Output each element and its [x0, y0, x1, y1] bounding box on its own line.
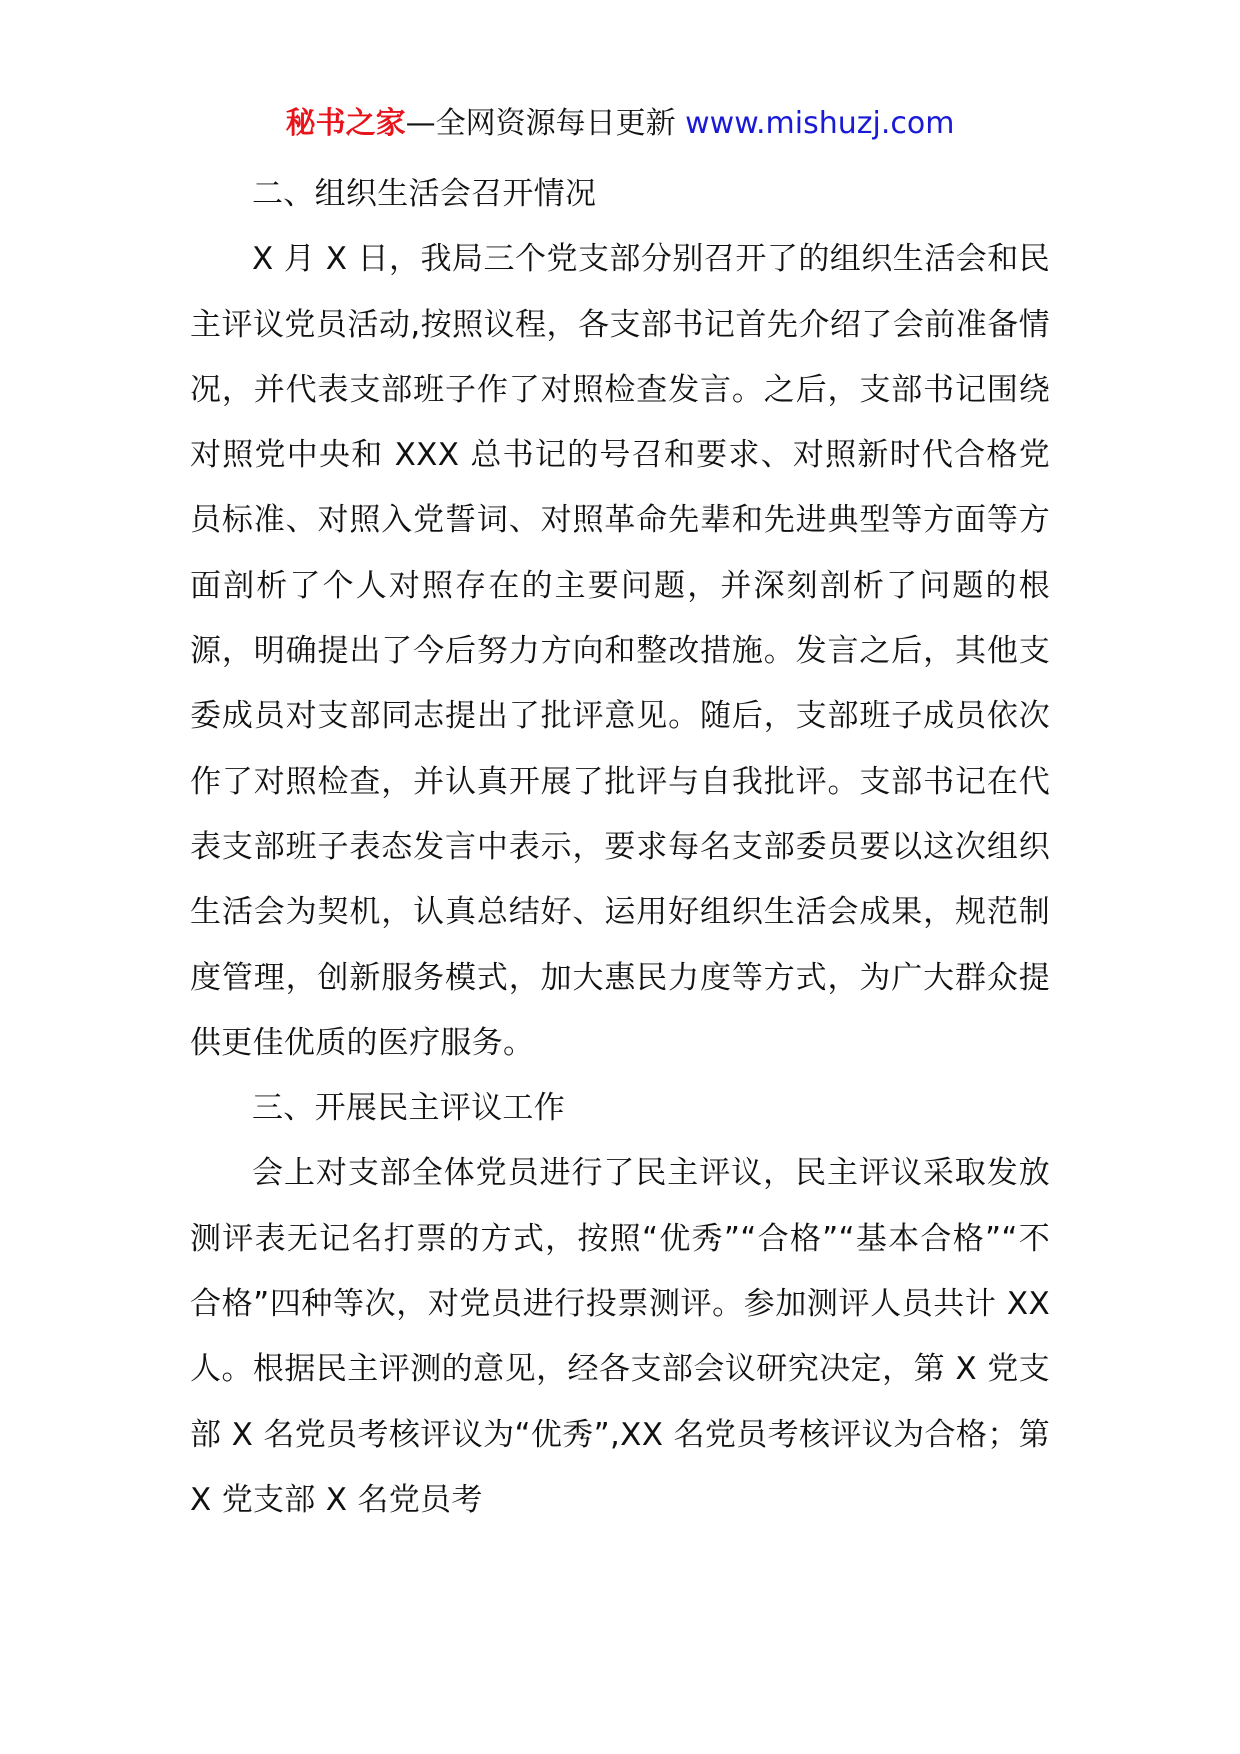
- brand-name: 秘书之家: [285, 106, 406, 141]
- section-heading-organization-meeting: 二、组织生活会召开情况: [252, 176, 597, 212]
- site-url-link[interactable]: www.mishuzj.com: [685, 106, 955, 141]
- section-heading-democratic-evaluation: 三、开展民主评议工作: [252, 1090, 565, 1127]
- site-header: [0, 102, 1240, 146]
- paragraph-evaluation-details: 会上对支部全体党员进行了民主评议，民主评议采取发放测评表无记名打票的方式，按照“优秀”“合格”“基本合格”“不合格”四种等次，对党员进行投票测评。参加测评人员共计 XX 人。根据民主评测的意见，经各支部会议研究决定，第 X 党支部 X 名党员考核评议为“优秀”,XX 名党员考核评议为合格；第 X 党支部 X 名党员考: [190, 1155, 1050, 1518]
- paragraph-meeting-details: X 月 X 日，我局三个党支部分别召开了的组织生活会和民主评议党员活动,按照议程，各支部书记首先介绍了会前准备情况，并代表支部班子作了对照检查发言。之后，支部书记围绕对照党中央和 XXX 总书记的号召和要求、对照新时代合格党员标准、对照入党誓词、对照革命先辈和先进典型等方面等方面剖析了个人对照存在的主要问题，并深刻剖析了问题的根源，明确提出了今后努力方向和整改措施。发言之后，其他支委成员对支部同志提出了批评意见。随后，支部班子成员依次作了对照检查，并认真开展了批评与自我批评。支部书记在代表支部班子表态发言中表示，要求每名支部委员要以这次组织生活会为契机，认真总结好、运用好组织生活会成果，规范制度管理，创新服务模式，加大惠民力度等方式，为广大群众提供更佳优质的医疗服务。: [190, 241, 1050, 1061]
- header-slogan: —全网资源每日更新: [405, 106, 686, 141]
- document-body: [190, 162, 1050, 1533]
